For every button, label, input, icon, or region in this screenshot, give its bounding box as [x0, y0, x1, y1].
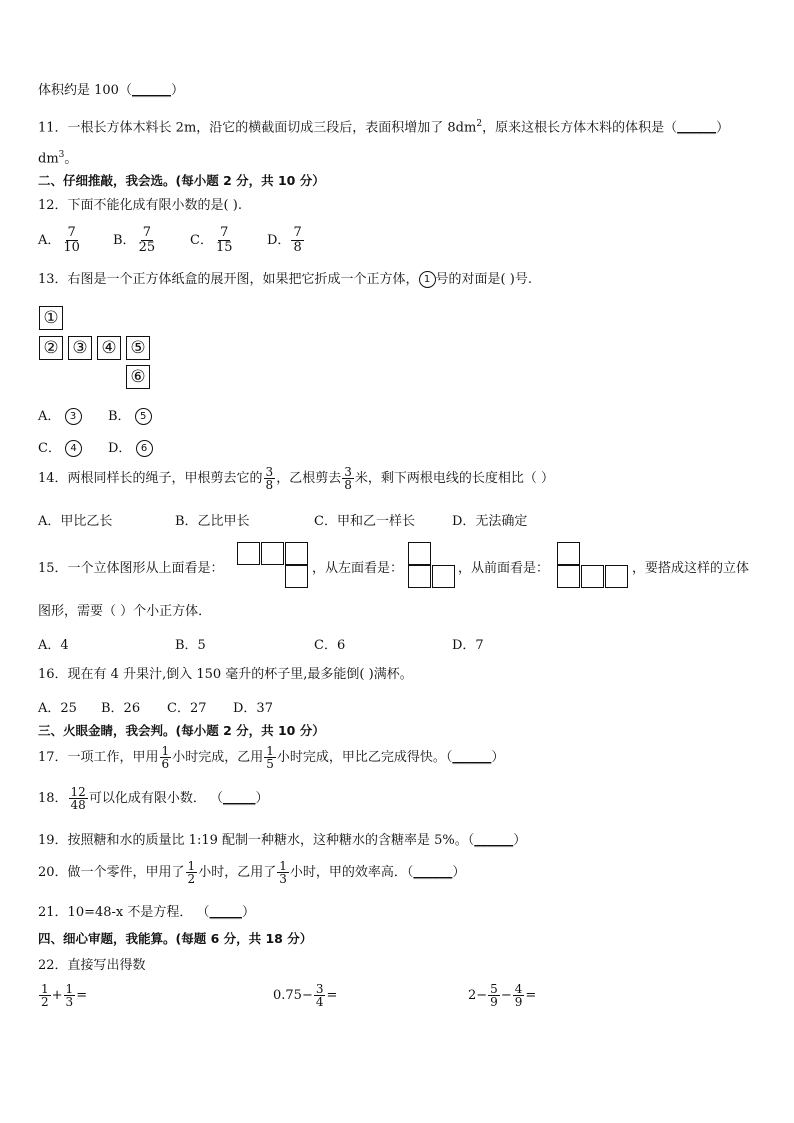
fraction: [291, 226, 303, 255]
option-label: D．: [267, 233, 291, 248]
answer-blank[interactable]: ______: [677, 120, 717, 136]
q13-text1: 13．右图是一个正方体纸盒的展开图，如果把它折成一个正方体，: [38, 272, 419, 287]
q11-cont-end: 。: [64, 151, 78, 167]
q16-option-c[interactable]: C．27: [167, 701, 207, 716]
numerator: 1: [266, 744, 274, 758]
equals: =: [326, 988, 338, 1003]
fraction: [69, 786, 88, 811]
q21-text: 21．10=48-x 不是方程． （: [38, 905, 210, 920]
numerator: 12: [70, 785, 86, 799]
q10-tail: [38, 82, 184, 100]
q14-option-c[interactable]: C．甲和乙一样长: [314, 514, 415, 529]
question-20: [38, 860, 465, 885]
fraction: [488, 983, 500, 1008]
circled-number: 3: [65, 408, 82, 425]
net-cell-4: ④: [97, 336, 121, 360]
numerator: 5: [490, 982, 498, 996]
fraction: [342, 466, 354, 491]
fraction: [264, 745, 276, 770]
q16-option-b[interactable]: B．26: [101, 701, 141, 716]
denominator: 48: [70, 798, 86, 812]
option-label: C．: [190, 233, 213, 248]
question-18: [38, 786, 268, 811]
question-21: [38, 904, 255, 922]
option-label: B．: [113, 233, 136, 248]
fraction: [314, 983, 326, 1008]
answer-blank[interactable]: ______: [474, 833, 514, 848]
answer-blank[interactable]: ______: [452, 750, 492, 765]
denominator: 2: [41, 995, 49, 1009]
q15-text2: ，从左面看是：: [312, 561, 404, 576]
numerator: 7: [220, 225, 229, 240]
question-19: [38, 832, 526, 850]
q13-text2: 号的对面是( )号.: [435, 272, 532, 287]
q20-text2: 小时，乙用了: [198, 865, 277, 880]
circled-number: 5: [135, 408, 152, 425]
q11-cont-sup: 3: [58, 150, 65, 160]
q16-option-a[interactable]: A．25: [38, 701, 77, 716]
question-16: 16．现在有 4 升果汁,倒入 150 毫升的杯子里,最多能倒( )满杯。: [38, 667, 413, 682]
operator: +: [51, 988, 63, 1003]
question-17: [38, 745, 504, 770]
q11-text: 11．一根长方体木料长 2m，沿它的横截面切成三段后，表面积增加了 8dm: [38, 120, 477, 136]
numerator: 3: [344, 465, 352, 479]
denominator: 6: [161, 757, 170, 771]
numerator: 1: [41, 982, 49, 996]
denominator: 8: [293, 240, 302, 255]
equals: =: [76, 988, 88, 1003]
q15-option-a[interactable]: A．4: [38, 638, 69, 653]
net-cell-2: ②: [39, 336, 63, 360]
q10-text: 体积约是 100（: [38, 83, 132, 98]
q11-text2: ，原来这根长方体木料的体积是（: [482, 120, 678, 136]
q15-text1: 15．一个立体图形从上面看是：: [38, 561, 224, 576]
option-label: A．: [38, 233, 61, 248]
denominator: 3: [279, 872, 287, 886]
denominator: 2: [187, 872, 196, 886]
q13-option-a[interactable]: [38, 405, 82, 425]
q17-text1: 17．一项工作，甲用: [38, 750, 159, 765]
question-13: [38, 271, 532, 289]
net-cell-5: ⑤: [126, 336, 150, 360]
q11-continuation: [38, 146, 77, 168]
q11-close: ）: [716, 120, 730, 136]
numerator: 7: [67, 225, 76, 240]
q14-text1: 14．两根同样长的绳子，甲根剪去它的: [38, 471, 263, 486]
expression-lead: 0.75−: [273, 988, 313, 1003]
expression-lead: 2−: [468, 988, 488, 1003]
q17-text2: 小时完成，乙用: [172, 750, 264, 765]
q15-option-b[interactable]: B．5: [175, 638, 206, 653]
question-14: [38, 466, 554, 491]
q15-text4: ，要搭成这样的立体: [632, 561, 750, 576]
answer-blank[interactable]: _____: [222, 791, 256, 806]
q14-text3: 米，剩下两根电线的长度相比（ ）: [354, 471, 554, 486]
numerator: 1: [161, 744, 170, 758]
equals: =: [525, 988, 537, 1003]
denominator: 10: [63, 240, 80, 255]
q12-option-b[interactable]: [113, 226, 158, 255]
option-label: A．: [38, 409, 61, 424]
net-cell-3: ③: [68, 336, 92, 360]
numerator: 3: [315, 982, 324, 996]
net-cell-6: ⑥: [126, 365, 150, 389]
section-3-heading: 三、火眼金睛，我会判。(每小题 2 分，共 10 分）: [38, 723, 325, 738]
numerator: 7: [142, 225, 151, 240]
expression-2: [273, 983, 337, 1008]
fraction: [64, 983, 76, 1008]
question-12: 12．下面不能化成有限小数的是( ).: [38, 198, 242, 213]
denominator: 9: [514, 995, 523, 1009]
q13-option-c[interactable]: [38, 437, 82, 457]
q15-option-c[interactable]: C．6: [314, 638, 346, 653]
question-22: 22．直接写出得数: [38, 958, 146, 973]
fraction: [186, 860, 198, 885]
q17-text3: 小时完成，甲比乙完成得快。（: [276, 750, 453, 765]
denominator: 9: [490, 995, 498, 1009]
q18-close: ）: [255, 791, 269, 806]
option-label: C．: [38, 441, 61, 456]
section-4-heading: 四、细心审题，我能算。(每题 6 分，共 18 分）: [38, 931, 313, 946]
denominator: 15: [215, 240, 233, 255]
fraction: [160, 745, 172, 770]
q16-option-d[interactable]: D．37: [233, 701, 273, 716]
q12-option-d[interactable]: [267, 226, 305, 255]
q15-text3: ，从前面看是：: [458, 561, 550, 576]
q15-continuation: 图形，需要（ ）个小正方体．: [38, 604, 212, 619]
fraction: [61, 226, 82, 255]
q14-option-b[interactable]: B．乙比甲长: [175, 514, 250, 529]
denominator: 5: [266, 757, 274, 771]
denominator: 8: [265, 478, 274, 492]
q14-option-a[interactable]: A．甲比乙长: [38, 514, 113, 529]
q20-close: ）: [452, 865, 466, 880]
option-label: B．: [108, 409, 131, 424]
question-11: [38, 115, 729, 137]
answer-blank[interactable]: ______: [131, 83, 171, 98]
circled-number: 6: [136, 440, 153, 457]
denominator: 25: [138, 240, 156, 255]
circled-number: 4: [65, 440, 82, 457]
q12-option-c[interactable]: [190, 226, 236, 255]
denominator: 4: [315, 995, 324, 1009]
section-2-heading: 二、仔细推敲，我会选。(每小题 2 分，共 10 分）: [38, 173, 325, 188]
circled-number: 1: [419, 271, 436, 288]
numerator: 7: [293, 225, 302, 240]
fraction: [264, 466, 276, 491]
fraction: [277, 860, 289, 885]
q11-sup: 2: [476, 119, 483, 129]
q19-text: 19．按照糖和水的质量比 1:19 配制一种糖水，这种糖水的含糖率是 5%。（: [38, 833, 475, 848]
q13-option-d[interactable]: [108, 437, 153, 457]
q17-close: ）: [491, 750, 505, 765]
option-label: D．: [108, 441, 132, 456]
q14-text2: ，乙根剪去: [276, 471, 342, 486]
q14-option-d[interactable]: D．无法确定: [452, 514, 528, 529]
q18-number: 18．: [38, 791, 68, 806]
numerator: 1: [279, 859, 287, 873]
q13-option-b[interactable]: [108, 405, 152, 425]
q20-text1: 20．做一个零件，甲用了: [38, 865, 185, 880]
denominator: 8: [344, 478, 352, 492]
numerator: 1: [187, 859, 196, 873]
expression-3: [468, 983, 536, 1008]
answer-blank[interactable]: ______: [413, 865, 453, 880]
denominator: 3: [65, 995, 74, 1009]
q21-close: ）: [242, 905, 256, 920]
numerator: 1: [65, 982, 74, 996]
q10-close: ）: [170, 83, 184, 98]
fraction: [137, 226, 158, 255]
q12-option-a[interactable]: [38, 226, 83, 255]
net-cell-1: ①: [39, 306, 63, 330]
expression-1: [38, 983, 87, 1008]
q19-close: ）: [513, 833, 527, 848]
q11-cont: dm: [38, 151, 59, 167]
q20-text3: 小时，甲的效率高．（: [289, 865, 414, 880]
numerator: 4: [514, 982, 523, 996]
answer-blank[interactable]: _____: [209, 905, 243, 920]
fraction: [39, 983, 51, 1008]
fraction: [214, 226, 235, 255]
q15-option-d[interactable]: D．7: [452, 638, 484, 653]
numerator: 3: [265, 465, 274, 479]
fraction: [513, 983, 525, 1008]
q18-text: 可以化成有限小数． （: [88, 791, 223, 806]
operator: −: [500, 988, 512, 1003]
